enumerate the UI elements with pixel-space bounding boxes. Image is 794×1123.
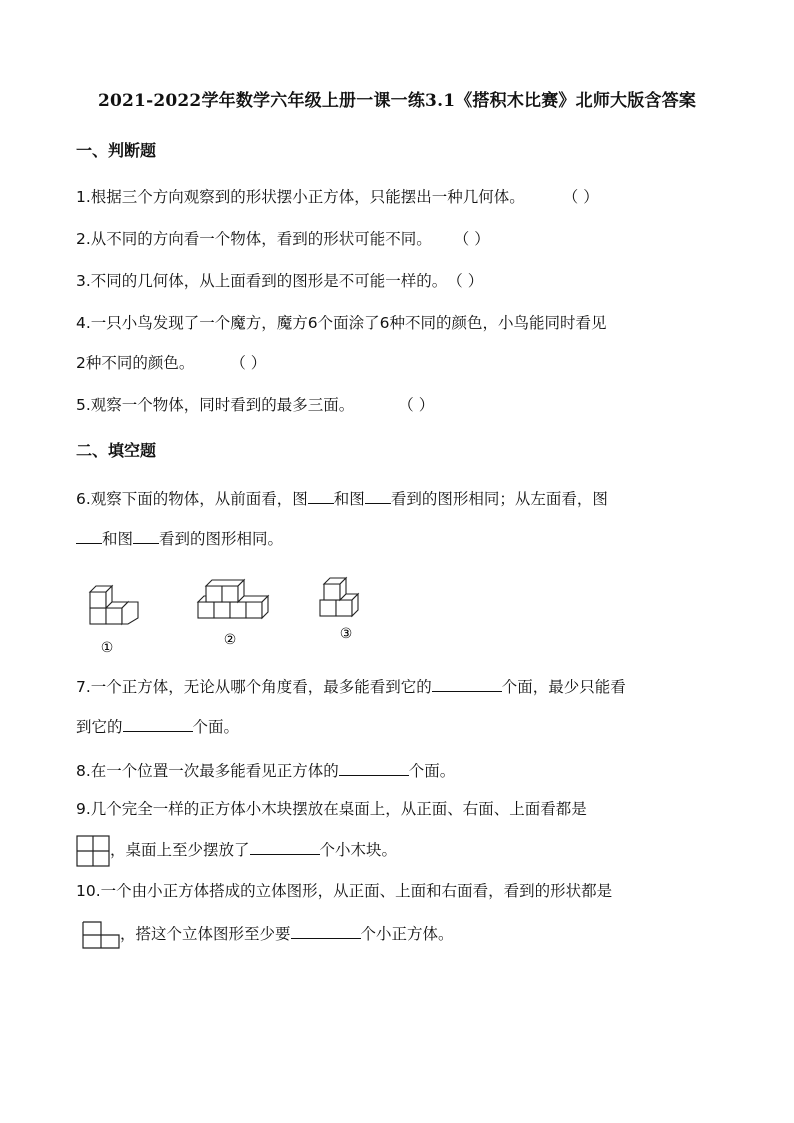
answer-paren: （ ）	[230, 354, 267, 372]
cube-figures-svg	[76, 572, 396, 658]
cube-figures	[76, 572, 396, 658]
blank-field[interactable]	[250, 837, 320, 855]
question-1-text: 1.根据三个方向观察到的形状摆小正方体，只能摆出一种几何体。	[76, 188, 525, 206]
question-6-line-1: 6.观察下面的物体，从前面看，图 和图 看到的图形相同；从左面看，图	[76, 486, 608, 510]
question-4-line-1: 4.一只小鸟发现了一个魔方，魔方6个面涂了6种不同的颜色，小鸟能同时看见	[76, 314, 607, 332]
answer-paren: （ ）	[562, 188, 599, 206]
answer-paren: （ ）	[447, 272, 484, 290]
blank-field[interactable]	[291, 921, 361, 939]
question-10-line-2: ，搭这个立体图形至少要 个小正方体。	[76, 918, 454, 950]
blank-field[interactable]	[76, 526, 102, 544]
section-fill-blank: 二、填空题	[76, 441, 157, 460]
figure-3-cubes	[320, 578, 358, 616]
page-title: 2021-2022学年数学六年级上册一课一练3.1《搭积木比赛》北师大版含答案	[97, 91, 697, 111]
question-3	[76, 270, 483, 292]
question-9-line-2: ，桌面上至少摆放了 个小木块。	[76, 834, 397, 867]
question-10-line-1: 10.一个由小正方体搭成的立体图形，从正面、上面和右面看，看到的形状都是	[76, 882, 613, 900]
l-shape-grid-icon	[82, 920, 120, 950]
question-9-line-1: 9.几个完全一样的正方体小木块摆放在桌面上，从正面、右面、上面看都是	[76, 800, 587, 818]
section-true-false: 一、判断题	[76, 141, 157, 160]
answer-paren: （ ）	[398, 396, 435, 414]
blank-field[interactable]	[133, 526, 159, 544]
question-5-text: 5.观察一个物体，同时看到的最多三面。	[76, 396, 355, 414]
figure-2-label: ②	[223, 632, 237, 648]
blank-field[interactable]	[432, 674, 502, 692]
figure-1-cubes	[90, 586, 138, 624]
blank-field[interactable]	[308, 486, 334, 504]
question-6-line-2: 和图 看到的图形相同。	[76, 526, 283, 550]
blank-field[interactable]	[123, 714, 193, 732]
question-2	[76, 228, 490, 250]
question-7-line-1: 7.一个正方体，无论从哪个角度看，最多能看到它的 个面，最少只能看	[76, 674, 626, 698]
question-7-line-2: 到它的 个面。	[76, 714, 239, 738]
blank-field[interactable]	[339, 758, 409, 776]
figure-1-label: ①	[100, 640, 114, 656]
question-1	[76, 186, 599, 208]
figure-3-label: ③	[339, 626, 353, 642]
question-8: 8.在一个位置一次最多能看见正方体的 个面。	[76, 758, 455, 782]
square-grid-icon	[76, 835, 110, 867]
figure-2-cubes	[198, 580, 268, 618]
question-4-line-2: 2种不同的颜色。 （ ）	[76, 354, 267, 372]
question-5	[76, 394, 434, 416]
question-3-text: 3.不同的几何体，从上面看到的图形是不可能一样的。	[76, 272, 448, 290]
answer-paren: （ ）	[453, 230, 490, 248]
blank-field[interactable]	[365, 486, 391, 504]
question-2-text: 2.从不同的方向看一个物体，看到的形状可能不同。	[76, 230, 432, 248]
